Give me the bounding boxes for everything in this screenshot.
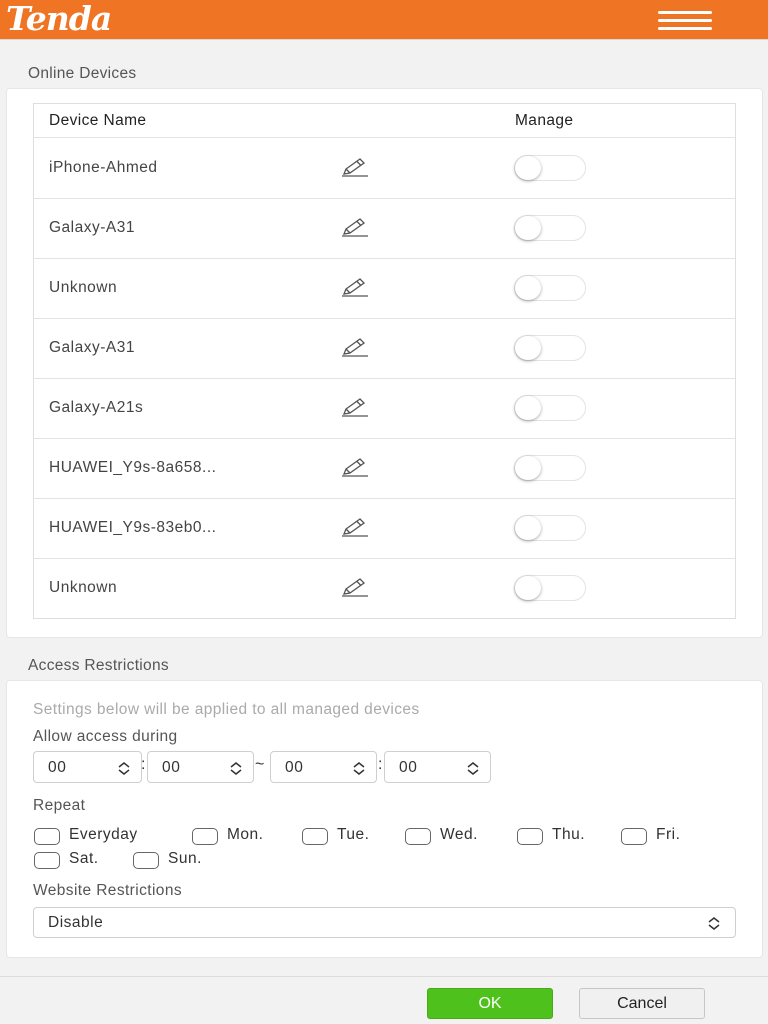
device-name: Unknown [49,279,118,296]
end-hour-select[interactable] [270,751,377,783]
table-row [34,199,735,259]
sat-label: Sat. [69,850,99,867]
mon-checkbox[interactable] [192,828,218,845]
wed-label: Wed. [440,826,478,843]
toggle-knob [515,156,541,180]
manage-toggle[interactable] [514,275,586,301]
manage-toggle[interactable] [514,335,586,361]
sun-label: Sun. [168,850,202,867]
manage-toggle[interactable] [514,215,586,241]
edit-pencil-icon[interactable] [340,337,370,359]
everyday-checkbox[interactable] [34,828,60,845]
sat-checkbox[interactable] [34,852,60,869]
cancel-button[interactable]: Cancel [579,988,705,1019]
table-row [34,319,735,379]
toggle-knob [515,516,541,540]
website-restrictions-value: Disable [48,914,104,931]
manage-toggle[interactable] [514,575,586,601]
device-name: iPhone-Ahmed [49,159,158,176]
edit-pencil-icon[interactable] [340,457,370,479]
column-manage: Manage [515,112,574,129]
toggle-knob [515,456,541,480]
tue-label: Tue. [337,826,370,843]
edit-pencil-icon[interactable] [340,517,370,539]
device-name: Galaxy-A31 [49,339,135,356]
toggle-knob [515,336,541,360]
time-colon: : [378,756,383,773]
fri-checkbox[interactable] [621,828,647,845]
end-hour-value: 00 [285,759,304,776]
device-name: Galaxy-A21s [49,399,144,416]
stepper-icon [117,761,131,775]
repeat-label: Repeat [33,797,86,814]
tue-checkbox[interactable] [302,828,328,845]
table-row [34,439,735,499]
stepper-icon [229,761,243,775]
stepper-icon [352,761,366,775]
start-minute-select[interactable] [147,751,254,783]
edit-pencil-icon[interactable] [340,397,370,419]
table-row [34,499,735,559]
edit-pencil-icon[interactable] [340,577,370,599]
access-restrictions-title: Access Restrictions [28,657,169,674]
fri-label: Fri. [656,826,681,843]
footer-bar [0,976,768,1024]
start-hour-select[interactable] [33,751,142,783]
toggle-knob [515,276,541,300]
online-devices-title: Online Devices [28,65,137,82]
ok-button[interactable]: OK [427,988,553,1019]
manage-toggle[interactable] [514,155,586,181]
edit-pencil-icon[interactable] [340,217,370,239]
manage-toggle[interactable] [514,455,586,481]
website-restrictions-select[interactable] [33,907,736,938]
sun-checkbox[interactable] [133,852,159,869]
start-hour-value: 00 [48,759,67,776]
toggle-knob [515,576,541,600]
end-minute-value: 00 [399,759,418,776]
time-colon: : [141,756,146,773]
top-bar [0,0,768,40]
manage-toggle[interactable] [514,515,586,541]
edit-pencil-icon[interactable] [340,157,370,179]
time-range-tilde: ~ [255,756,265,773]
allow-access-label: Allow access during [33,728,178,745]
table-row [34,559,735,619]
wed-checkbox[interactable] [405,828,431,845]
device-name: HUAWEI_Y9s-83eb0... [49,519,217,536]
toggle-knob [515,396,541,420]
thu-label: Thu. [552,826,586,843]
everyday-label: Everyday [69,826,138,843]
edit-pencil-icon[interactable] [340,277,370,299]
toggle-knob [515,216,541,240]
device-name: Unknown [49,579,118,596]
table-header [34,104,735,138]
table-row [34,379,735,439]
stepper-icon [466,761,480,775]
devices-table [33,103,736,619]
website-restrictions-label: Website Restrictions [33,882,182,899]
end-minute-select[interactable] [384,751,491,783]
start-minute-value: 00 [162,759,181,776]
table-row [34,139,735,199]
mon-label: Mon. [227,826,264,843]
menu-icon[interactable] [656,9,714,33]
column-device-name: Device Name [49,112,147,129]
restrictions-hint: Settings below will be applied to all managed devices [33,701,420,718]
device-name: HUAWEI_Y9s-8a658... [49,459,217,476]
tenda-logo: Tenda [6,0,112,38]
table-row [34,259,735,319]
manage-toggle[interactable] [514,395,586,421]
stepper-icon [707,916,721,930]
device-name: Galaxy-A31 [49,219,135,236]
thu-checkbox[interactable] [517,828,543,845]
